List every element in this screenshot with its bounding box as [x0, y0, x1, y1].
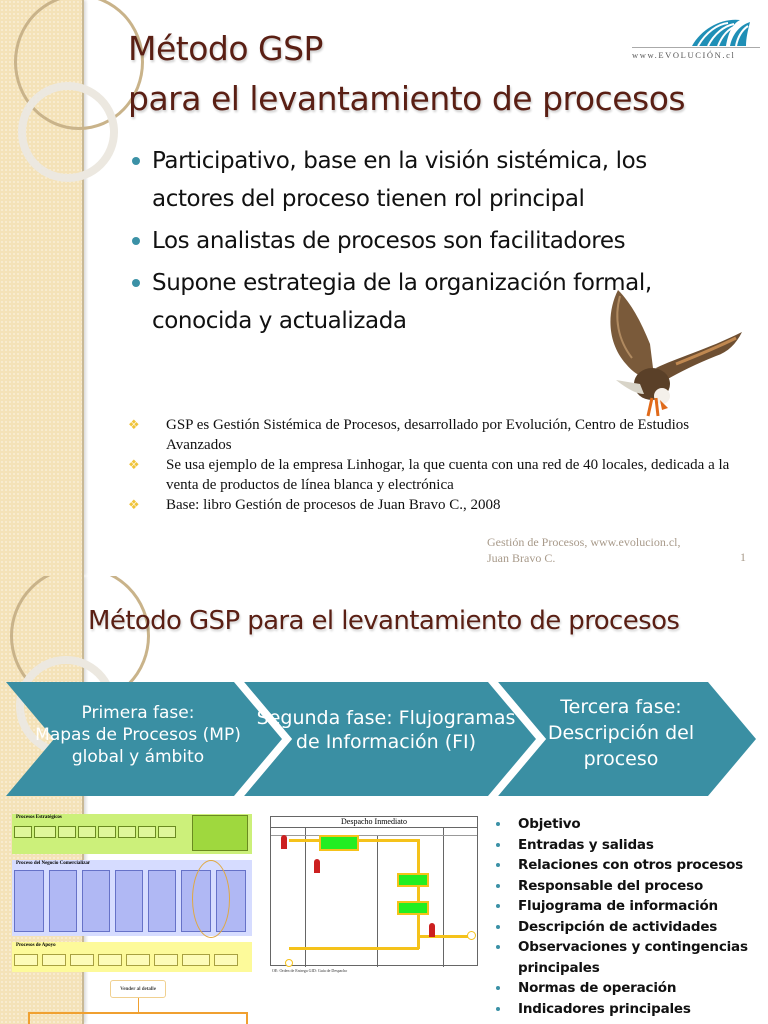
flow-line — [419, 935, 471, 938]
description-items-list — [494, 814, 768, 1019]
bullet-item: Los analistas de procesos son facilitadores — [130, 222, 730, 260]
slide-title — [128, 24, 708, 124]
tree-connector — [138, 998, 139, 1012]
phase-1-line-2: Mapas de Procesos (MP) — [35, 725, 241, 745]
list-item: Flujograma de información — [494, 896, 768, 917]
end-circle — [467, 931, 476, 940]
note-item — [128, 415, 748, 455]
process-map-thumbnail — [12, 814, 252, 1024]
phase-3-line-2: Descripción del — [547, 722, 695, 744]
phase-2-line-2: de Información (FI) — [295, 731, 477, 753]
box — [158, 826, 176, 838]
box — [42, 954, 66, 966]
box — [98, 954, 122, 966]
phase-1-line-3: global y ámbito — [71, 747, 205, 767]
column — [82, 870, 110, 932]
column — [49, 870, 77, 932]
highlight-ellipse — [192, 860, 230, 938]
person-icon — [429, 923, 435, 937]
box — [34, 826, 56, 838]
diamond-bullet-icon: ❖ — [128, 497, 140, 512]
footer-line-2: Juan Bravo C. — [487, 551, 556, 565]
bullet-item: Supone estrategia de la organización formal, conocida y actualizada — [130, 264, 730, 340]
strategic-boxes — [14, 826, 176, 838]
box — [214, 954, 238, 966]
flow-box — [397, 873, 429, 887]
slide-title: Método GSP para el levantamiento de procesos — [88, 606, 680, 636]
support-title: Procesos de Apoyo — [16, 943, 56, 948]
column — [14, 870, 44, 932]
box — [138, 826, 156, 838]
lane-divider — [443, 827, 444, 967]
note-text: Se usa ejemplo de la empresa Linhogar, la que cuenta con una red de 40 locales, dedicada a la venta de productos de línea blanca y electrónica — [166, 457, 730, 493]
box — [182, 954, 210, 966]
title-line-1: Método GSP — [128, 29, 323, 68]
flow-line — [289, 947, 419, 950]
strategic-title: Procesos Estratégicos — [16, 815, 62, 820]
lane-header-line — [271, 835, 477, 836]
column — [115, 870, 143, 932]
footer-line-1: Gestión de Procesos, www.evolucion.cl, — [487, 535, 681, 549]
slide-2 — [0, 576, 768, 1024]
note-text: Base: libro Gestión de procesos de Juan Bravo C., 2008 — [166, 497, 501, 513]
flowchart-title: Despacho Inmediato — [271, 817, 477, 828]
box — [58, 826, 76, 838]
strategic-processes — [12, 814, 252, 854]
box — [70, 954, 94, 966]
person-icon — [314, 859, 320, 873]
phase-2[interactable] — [252, 706, 520, 754]
decorative-ring — [14, 0, 144, 130]
box — [118, 826, 136, 838]
decorative-ring — [18, 82, 118, 182]
list-item: Indicadores principales — [494, 999, 768, 1020]
phase-2-line-1: Segunda fase: Flujogramas — [256, 707, 516, 729]
business-processes — [12, 860, 252, 936]
page-number: 1 — [740, 550, 746, 564]
list-item: Relaciones con otros procesos — [494, 855, 768, 876]
diamond-bullet-icon: ❖ — [128, 417, 140, 432]
eagle-icon — [596, 284, 746, 420]
box — [14, 826, 32, 838]
box — [14, 954, 38, 966]
business-title: Proceso del Negocio Comercializar — [16, 861, 91, 866]
list-item: Descripción de actividades — [494, 917, 768, 938]
list-item: Responsable del proceso — [494, 876, 768, 897]
evolucion-logo[interactable] — [632, 14, 760, 60]
people-management-box — [192, 815, 248, 851]
logo-text: www.EVOLUCIÓN.cl — [632, 47, 760, 60]
support-processes — [12, 942, 252, 972]
phase-3[interactable] — [536, 694, 706, 772]
lane-divider — [305, 827, 306, 967]
list-item: Entradas y salidas — [494, 835, 768, 856]
support-boxes — [14, 954, 238, 966]
tree-root-box — [110, 980, 166, 998]
note-text: GSP es Gestión Sistémica de Procesos, desarrollado por Evolución, Centro de Estudios Avanzados — [166, 417, 690, 453]
notes-list — [128, 415, 748, 515]
flow-box — [319, 835, 359, 851]
start-circle — [285, 959, 293, 967]
box — [78, 826, 96, 838]
flowchart-frame — [270, 816, 478, 966]
box — [98, 826, 116, 838]
person-icon — [281, 835, 287, 849]
note-item — [128, 495, 748, 515]
bullet-item: Participativo, base en la visión sistémica, los actores del proceso tienen rol principal — [130, 142, 730, 218]
box — [154, 954, 178, 966]
evolucion-logo-icon — [632, 14, 760, 48]
flow-line — [417, 839, 420, 949]
column — [148, 870, 176, 932]
diamond-bullet-icon: ❖ — [128, 457, 140, 472]
tree-branch — [28, 1012, 248, 1024]
title-line-2: para el levantamiento de procesos — [128, 79, 686, 118]
box — [126, 954, 150, 966]
list-item: Observaciones y contingencias principales — [494, 937, 768, 978]
phase-1[interactable] — [28, 702, 248, 768]
tree-root-label: Vender al detalle — [120, 987, 156, 992]
slide-footer — [487, 534, 681, 566]
phase-chevrons — [0, 680, 768, 798]
flowchart-thumbnail — [268, 814, 480, 978]
flow-box — [397, 901, 429, 915]
list-item: Objetivo — [494, 814, 768, 835]
flowchart-caption: OE: Orden de Entrega GID: Guía de Despacho — [272, 968, 348, 973]
list-item: Normas de operación — [494, 978, 768, 999]
phase-3-line-1: Tercera fase: — [560, 696, 682, 718]
phase-1-line-1: Primera fase: — [81, 703, 195, 723]
note-item — [128, 455, 748, 495]
phase-3-line-3: proceso — [583, 748, 659, 770]
decorative-sidebar-stripe — [0, 0, 84, 576]
